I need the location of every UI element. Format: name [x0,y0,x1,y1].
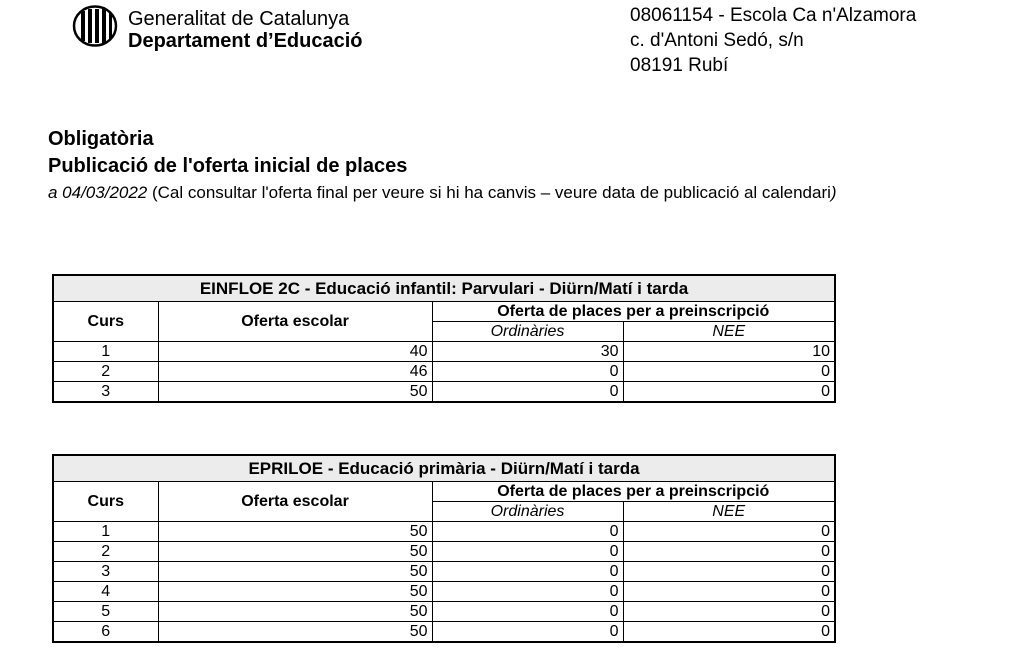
col-header-ordinaries: Ordinàries [432,502,623,522]
cell-oferta: 50 [158,622,432,643]
col-header-ordinaries: Ordinàries [432,322,623,342]
cell-oferta: 50 [158,602,432,622]
table-row [53,522,835,542]
cell-oferta: 50 [158,562,432,582]
cell-oferta: 50 [158,542,432,562]
heading-title-2: Publicació de l'oferta inicial de places [48,155,408,177]
cell-nee: 0 [623,382,835,403]
note-open: ( [147,183,158,202]
heading-subtitle [48,180,837,206]
publication-note: Cal consultar l'oferta final per veure si hi ha canvis – veure data de publicació al calendari [157,183,831,202]
org-line-2: Departament d’Educació [128,30,363,52]
table-row [53,602,835,622]
school-address [630,3,916,78]
cell-ordinaries: 0 [432,622,623,643]
org-line-1: Generalitat de Catalunya [128,8,350,30]
cell-oferta: 50 [158,522,432,542]
organization-name [128,8,363,52]
table-title: EPRILOE - Educació primària - Diürn/Matí i tarda [53,455,835,482]
cell-nee: 0 [623,562,835,582]
cell-ordinaries: 30 [432,342,623,362]
cell-curs: 2 [53,362,158,382]
school-name: 08061154 - Escola Ca n'Alzamora [630,5,917,26]
cell-ordinaries: 0 [432,582,623,602]
offer-table-primaria [52,454,836,643]
publication-date: a 04/03/2022 [48,183,148,202]
cell-curs: 4 [53,582,158,602]
col-header-oferta-escolar: Oferta escolar [158,302,432,342]
cell-oferta: 46 [158,362,432,382]
col-header-nee: NEE [623,322,835,342]
cell-ordinaries: 0 [432,382,623,403]
cell-ordinaries: 0 [432,542,623,562]
table-row [53,622,835,643]
table-row [53,582,835,602]
cell-nee: 0 [623,362,835,382]
col-header-oferta-places: Oferta de places per a preinscripció [432,482,835,502]
cell-curs: 3 [53,562,158,582]
school-city: 08191 Rubí [630,55,729,76]
cell-ordinaries: 0 [432,562,623,582]
cell-nee: 0 [623,602,835,622]
col-header-oferta-escolar: Oferta escolar [158,482,432,522]
col-header-curs: Curs [53,482,158,522]
note-close: ) [830,183,837,202]
col-header-oferta-places: Oferta de places per a preinscripció [432,302,835,322]
cell-nee: 0 [623,542,835,562]
cell-nee: 0 [623,522,835,542]
cell-nee: 0 [623,622,835,643]
heading-title-1: Obligatòria [48,128,154,150]
table-title: EINFLOE 2C - Educació infantil: Parvulari - Diürn/Matí i tarda [53,275,835,302]
cell-oferta: 40 [158,342,432,362]
cell-oferta: 50 [158,382,432,403]
cell-curs: 6 [53,622,158,643]
cell-curs: 1 [53,342,158,362]
cell-curs: 3 [53,382,158,403]
cell-curs: 1 [53,522,158,542]
cell-nee: 0 [623,582,835,602]
cell-nee: 10 [623,342,835,362]
school-street: c. d'Antoni Sedó, s/n [630,30,804,51]
cell-oferta: 50 [158,582,432,602]
table-row [53,382,835,403]
table-row [53,342,835,362]
offer-table-infantil [52,274,836,403]
document-heading [48,126,837,206]
cell-curs: 5 [53,602,158,622]
generalitat-logo-icon [72,5,118,47]
table-row [53,542,835,562]
cell-ordinaries: 0 [432,362,623,382]
col-header-curs: Curs [53,302,158,342]
table-row [53,562,835,582]
cell-ordinaries: 0 [432,522,623,542]
col-header-nee: NEE [623,502,835,522]
cell-ordinaries: 0 [432,602,623,622]
table-row [53,362,835,382]
cell-curs: 2 [53,542,158,562]
